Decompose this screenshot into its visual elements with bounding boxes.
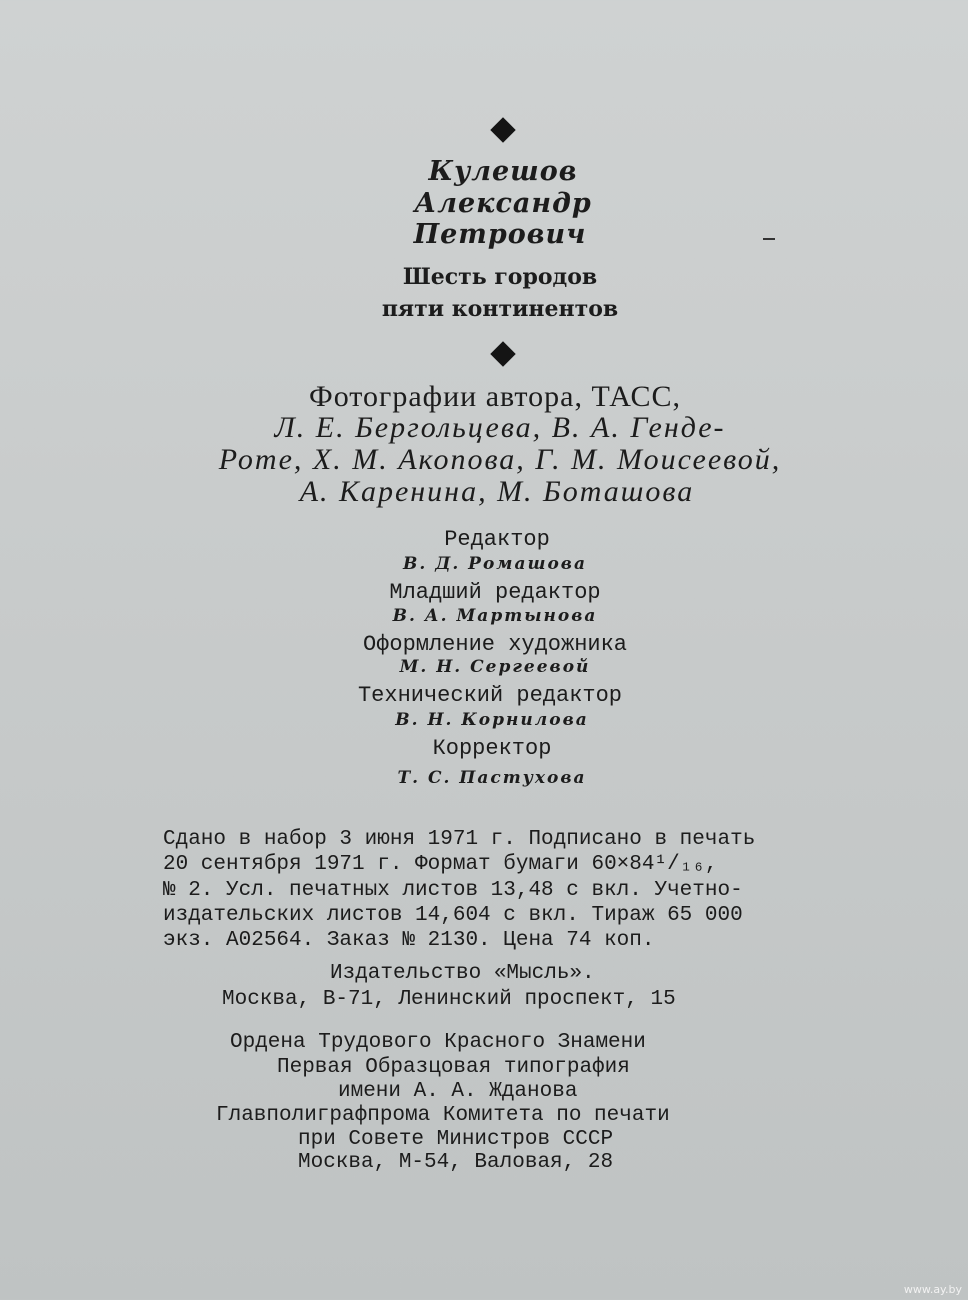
publisher-line-2: Москва, В-71, Ленинский проспект, 15 xyxy=(222,988,676,1011)
credit-person-artist: М. Н. Сергеевой xyxy=(399,657,591,677)
credit-role-proofreader: Корректор xyxy=(432,736,552,761)
credit-role-junior-editor: Младший редактор xyxy=(389,580,601,605)
photo-credits-line-4: А. Каренина, М. Боташова xyxy=(299,475,695,508)
credit-role-editor: Редактор xyxy=(444,527,550,552)
print-info-line-5: экз. А02564. Заказ № 2130. Цена 74 коп. xyxy=(163,929,655,952)
diamond-ornament-top xyxy=(490,117,515,142)
printer-line-3: имени А. А. Жданова xyxy=(338,1080,578,1103)
watermark: www.ay.by xyxy=(903,1283,962,1296)
book-title-line-1: Шесть городов xyxy=(402,264,598,290)
book-title-line-2: пяти континентов xyxy=(381,296,619,322)
stray-dash-mark xyxy=(763,238,775,240)
credit-person-junior-editor: В. А. Мартынова xyxy=(392,606,598,626)
author-patronymic: Петрович xyxy=(413,219,587,250)
printer-line-2: Первая Образцовая типография xyxy=(277,1056,630,1079)
credit-person-proofreader: Т. С. Пастухова xyxy=(397,768,587,788)
printer-line-1: Ордена Трудового Красного Знамени xyxy=(230,1031,646,1054)
printer-line-6: Москва, М-54, Валовая, 28 xyxy=(298,1151,614,1174)
credit-person-technical-editor: В. Н. Корнилова xyxy=(395,710,589,730)
author-surname: Кулешов xyxy=(428,156,578,187)
print-info-line-3: № 2. Усл. печатных листов 13,48 с вкл. Учетно- xyxy=(163,879,743,902)
print-info-line-4: издательских листов 14,604 с вкл. Тираж 65 000 xyxy=(163,904,743,927)
credit-person-editor: В. Д. Ромашова xyxy=(403,554,587,574)
author-name: Александр xyxy=(414,188,592,219)
credit-role-technical-editor: Технический редактор xyxy=(357,683,623,708)
photo-credits-line-2: Л. Е. Бергольцева, В. А. Генде- xyxy=(274,411,726,444)
credit-role-artist: Оформление художника xyxy=(362,632,628,657)
photo-credits-line-3: Роте, Х. М. Акопова, Г. М. Моисеевой, xyxy=(218,443,782,476)
print-info-line-2: 20 сентября 1971 г. Формат бумаги 60×84¹/₁₆, xyxy=(163,853,718,876)
publisher-line-1: Издательство «Мысль». xyxy=(330,962,595,985)
printer-line-5: при Совете Министров СССР xyxy=(298,1128,614,1151)
photo-credits-line-1: Фотографии автора, ТАСС, xyxy=(309,380,681,413)
printer-line-4: Главполиграфпрома Комитета по печати xyxy=(216,1104,670,1127)
print-info-line-1: Сдано в набор 3 июня 1971 г. Подписано в печать xyxy=(163,828,756,851)
diamond-ornament-bottom xyxy=(490,341,515,366)
